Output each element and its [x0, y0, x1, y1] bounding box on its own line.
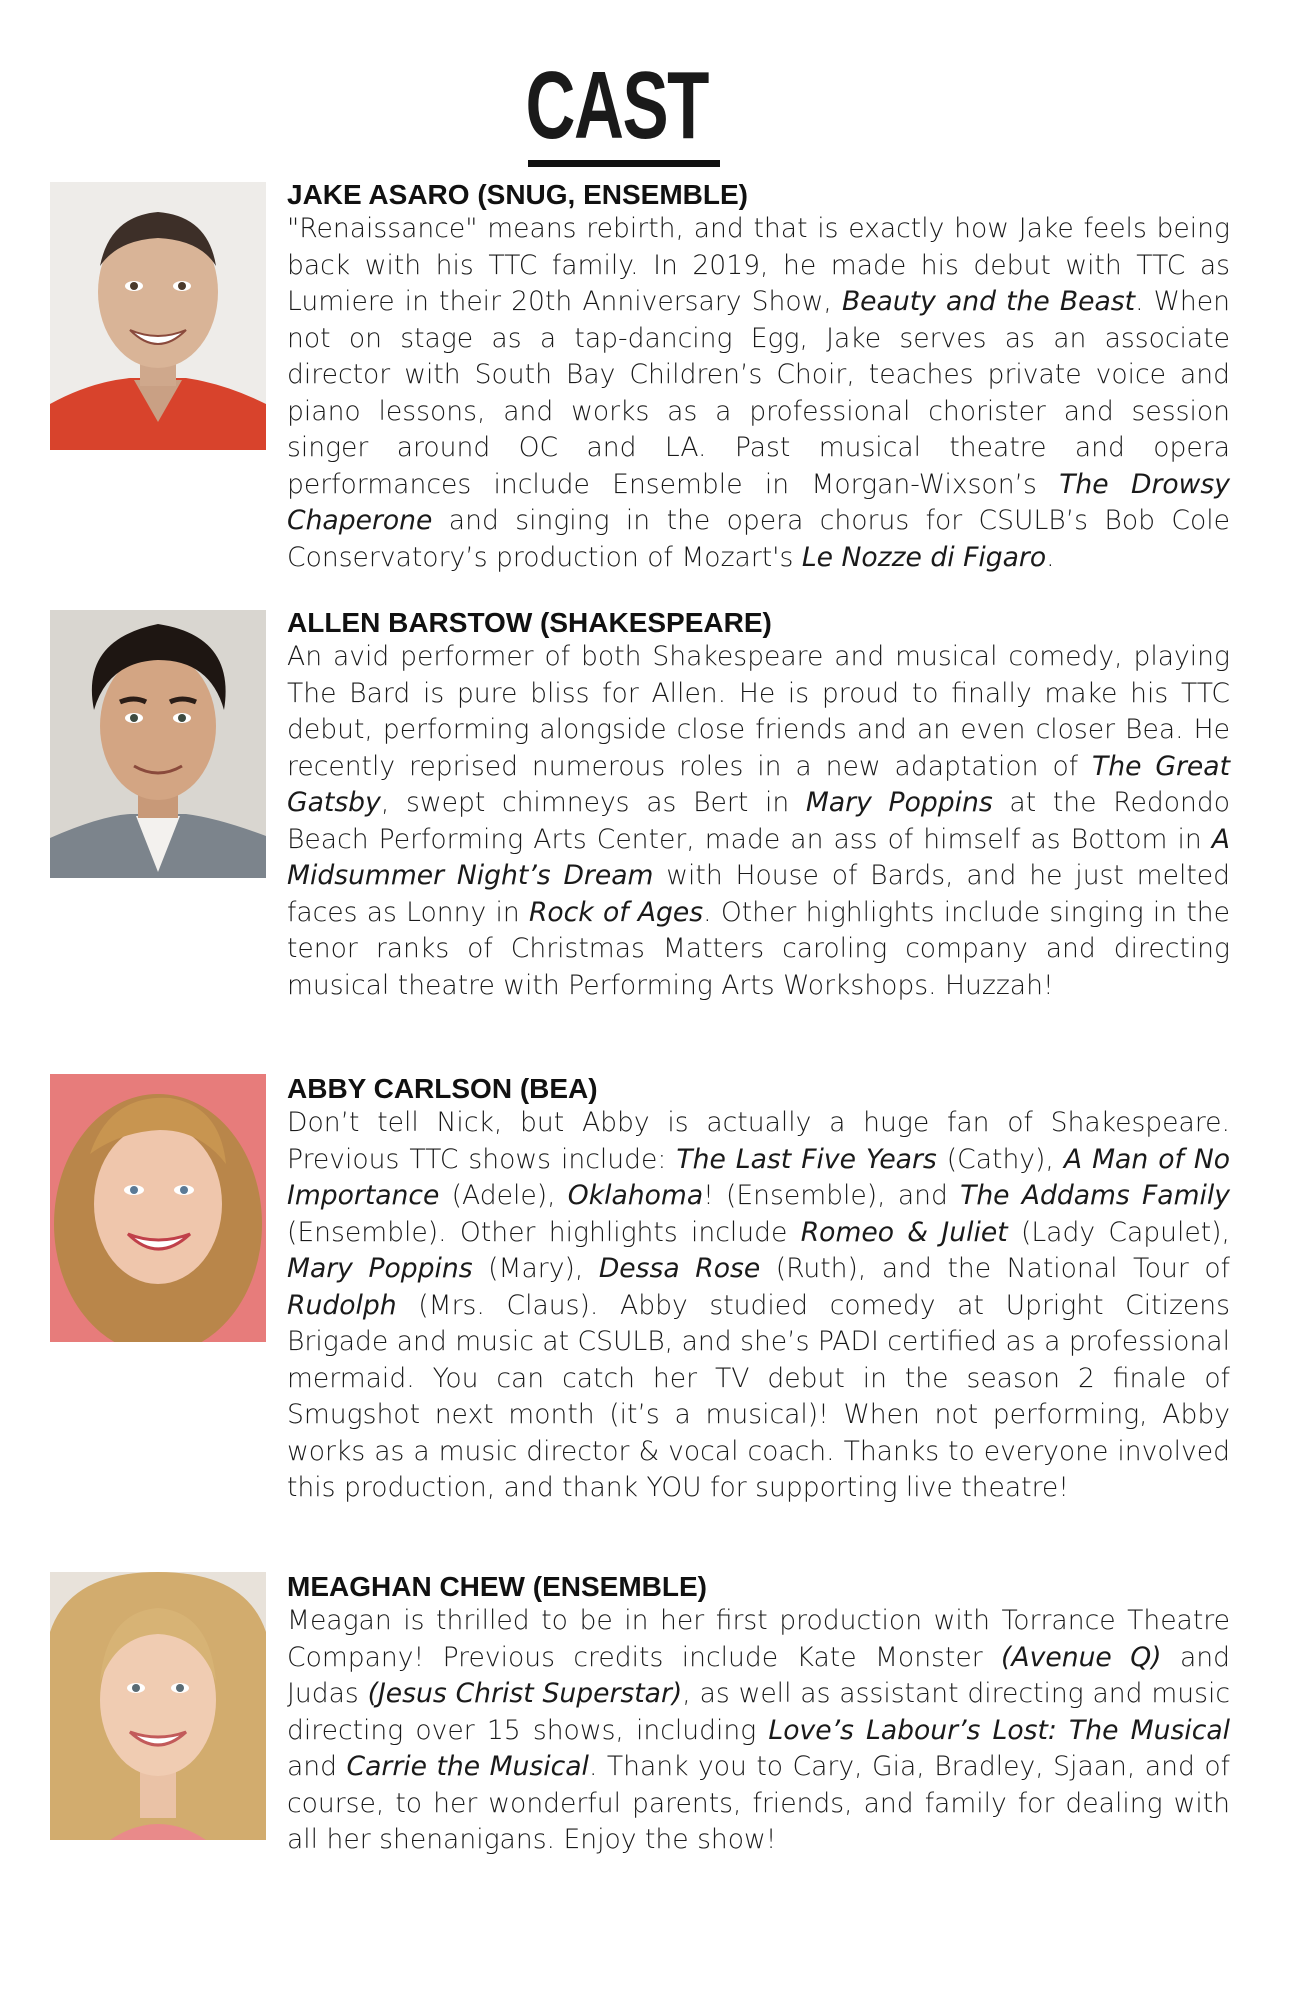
bio-title-italic: Carrie the Musical [346, 1751, 589, 1782]
headshot-photo [50, 1074, 266, 1342]
bio-title-italic: A Man of No Importance [287, 1143, 1230, 1211]
title-underline [528, 160, 720, 167]
bio-text: . [1046, 541, 1055, 573]
cast-member-bio [287, 1105, 1230, 1507]
bio-title-italic: A Midsummer Night’s Dream [287, 823, 1230, 891]
bio-text: , swept chimneys as Bert in [380, 787, 806, 818]
bio-text: (Ensemble). Other highlights include [287, 1216, 801, 1248]
cast-member-name: ABBY CARLSON (BEA) [287, 1073, 598, 1104]
bio-text: An avid performer of both Shakespeare and musical comedy, playing The Bard is pure bliss for Allen. He is proud to finally make his TTC debut, performing alongside close friends and an even closer Bea. He recently reprised numerous roles in a new adaptation of [287, 641, 1230, 782]
bio-title-italic: Mary Poppins [287, 1253, 473, 1284]
bio-title-italic: Rudolph [287, 1289, 397, 1321]
bio-title-italic: Love’s Labour’s Lost: The Musical [768, 1714, 1231, 1746]
bio-text: (Mary), [472, 1253, 599, 1284]
bio-text: "Renaissance" means rebirth, and that is exactly how Jake feels being back with his TTC family. In 2019, he made his debut with TTC as Lumiere in their 20th Anniversary Show, [287, 213, 1230, 317]
headshot-photo [50, 1572, 266, 1840]
headshot-photo [50, 182, 266, 450]
bio-text: . Thank you to Cary, Gia, Bradley, Sjaan, and of course, to her wonderful parents, friends, and family for dealing with all her shenanigans. Enjoy the show! [287, 1751, 1230, 1855]
headshot-abby-image [50, 1074, 266, 1342]
bio-text: Don’t tell Nick, but Abby is actually a huge fan of Shakespeare. Previous TTC shows include: [287, 1107, 1230, 1175]
cast-member-bio [287, 1603, 1230, 1859]
cast-member-name: JAKE ASARO (SNUG, ENSEMBLE) [287, 179, 749, 210]
bio-text: . When not on stage as a tap-dancing Egg, Jake serves as an associate director with South Bay Children’s Choir, teaches private voice and piano lessons, and works as a professional chorister and session singer around OC and LA. Past musical theatre and opera performances include Ensemble in Morgan-Wixson’s [287, 286, 1230, 500]
cast-member-bio [287, 639, 1230, 1004]
headshot-jake-image [50, 182, 266, 450]
page-title: CAST [525, 52, 708, 159]
bio-text: (Lady Capulet), [1007, 1216, 1230, 1248]
bio-text: and [287, 1751, 347, 1782]
bio-title-italic: The Addams Family [960, 1180, 1230, 1211]
bio-title-italic: The Drowsy Chaperone [287, 468, 1230, 536]
cast-member-bio [287, 211, 1230, 576]
bio-text: with House of Bards, and he just melted faces as Lonny in [287, 860, 1230, 928]
bio-text: (Cathy), [936, 1143, 1064, 1175]
bio-text: at the Redondo Beach Performing Arts Center, made an ass of himself as Bottom in [287, 787, 1230, 855]
bio-text: ! (Ensemble), and [703, 1180, 961, 1211]
cast-member-name: ALLEN BARSTOW (SHAKESPEARE) [287, 607, 772, 638]
bio-title-italic: The Last Five Years [676, 1143, 937, 1175]
headshot-photo [50, 610, 266, 878]
bio-title-italic: The Great Gatsby [287, 750, 1230, 818]
cast-member-name: MEAGHAN CHEW (ENSEMBLE) [287, 1571, 707, 1602]
bio-title-italic: Oklahoma [567, 1180, 704, 1211]
bio-title-italic: Romeo & Juliet [800, 1216, 1008, 1248]
bio-title-italic: Dessa Rose [598, 1253, 761, 1284]
bio-title-italic: Mary Poppins [805, 787, 993, 818]
bio-text: and singing in the opera chorus for CSULB’s Bob Cole Conservatory’s production of Mozart's [287, 505, 1230, 573]
bio-title-italic: Beauty and the Beast [841, 286, 1136, 317]
bio-title-italic: Le Nozze di Figaro [801, 541, 1047, 573]
bio-text: . Other highlights include singing in the tenor ranks of Christmas Matters caroling company and directing musical theatre with Performing Arts Workshops. Huzzah! [287, 896, 1230, 1001]
bio-text: Meagan is thrilled to be in her first production with Torrance Theatre Company! Previous credits include Kate Monster [287, 1605, 1230, 1673]
bio-text: and Judas [287, 1641, 1230, 1709]
bio-text: (Ruth), and the National Tour of [760, 1253, 1230, 1284]
bio-title-italic: (Jesus Christ Superstar) [367, 1678, 683, 1709]
bio-text: (Adele), [439, 1180, 568, 1211]
bio-text: , as well as assistant directing and music directing over 15 shows, including [287, 1678, 1230, 1746]
bio-title-italic: (Avenue Q) [1001, 1641, 1162, 1673]
headshot-meaghan-image [50, 1572, 266, 1840]
bio-title-italic: Rock of Ages [528, 896, 704, 928]
bio-text: (Mrs. Claus). Abby studied comedy at Upright Citizens Brigade and music at CSULB, and she’s PADI certified as a professional mermaid. You can catch her TV debut in the season 2 finale of Smugshot next month (it’s a musical)! When not performing, Abby works as a music director & vocal coach. Thanks to everyone involved this production, and thank YOU for supporting live theatre! [287, 1289, 1230, 1503]
headshot-allen-image [50, 610, 266, 878]
